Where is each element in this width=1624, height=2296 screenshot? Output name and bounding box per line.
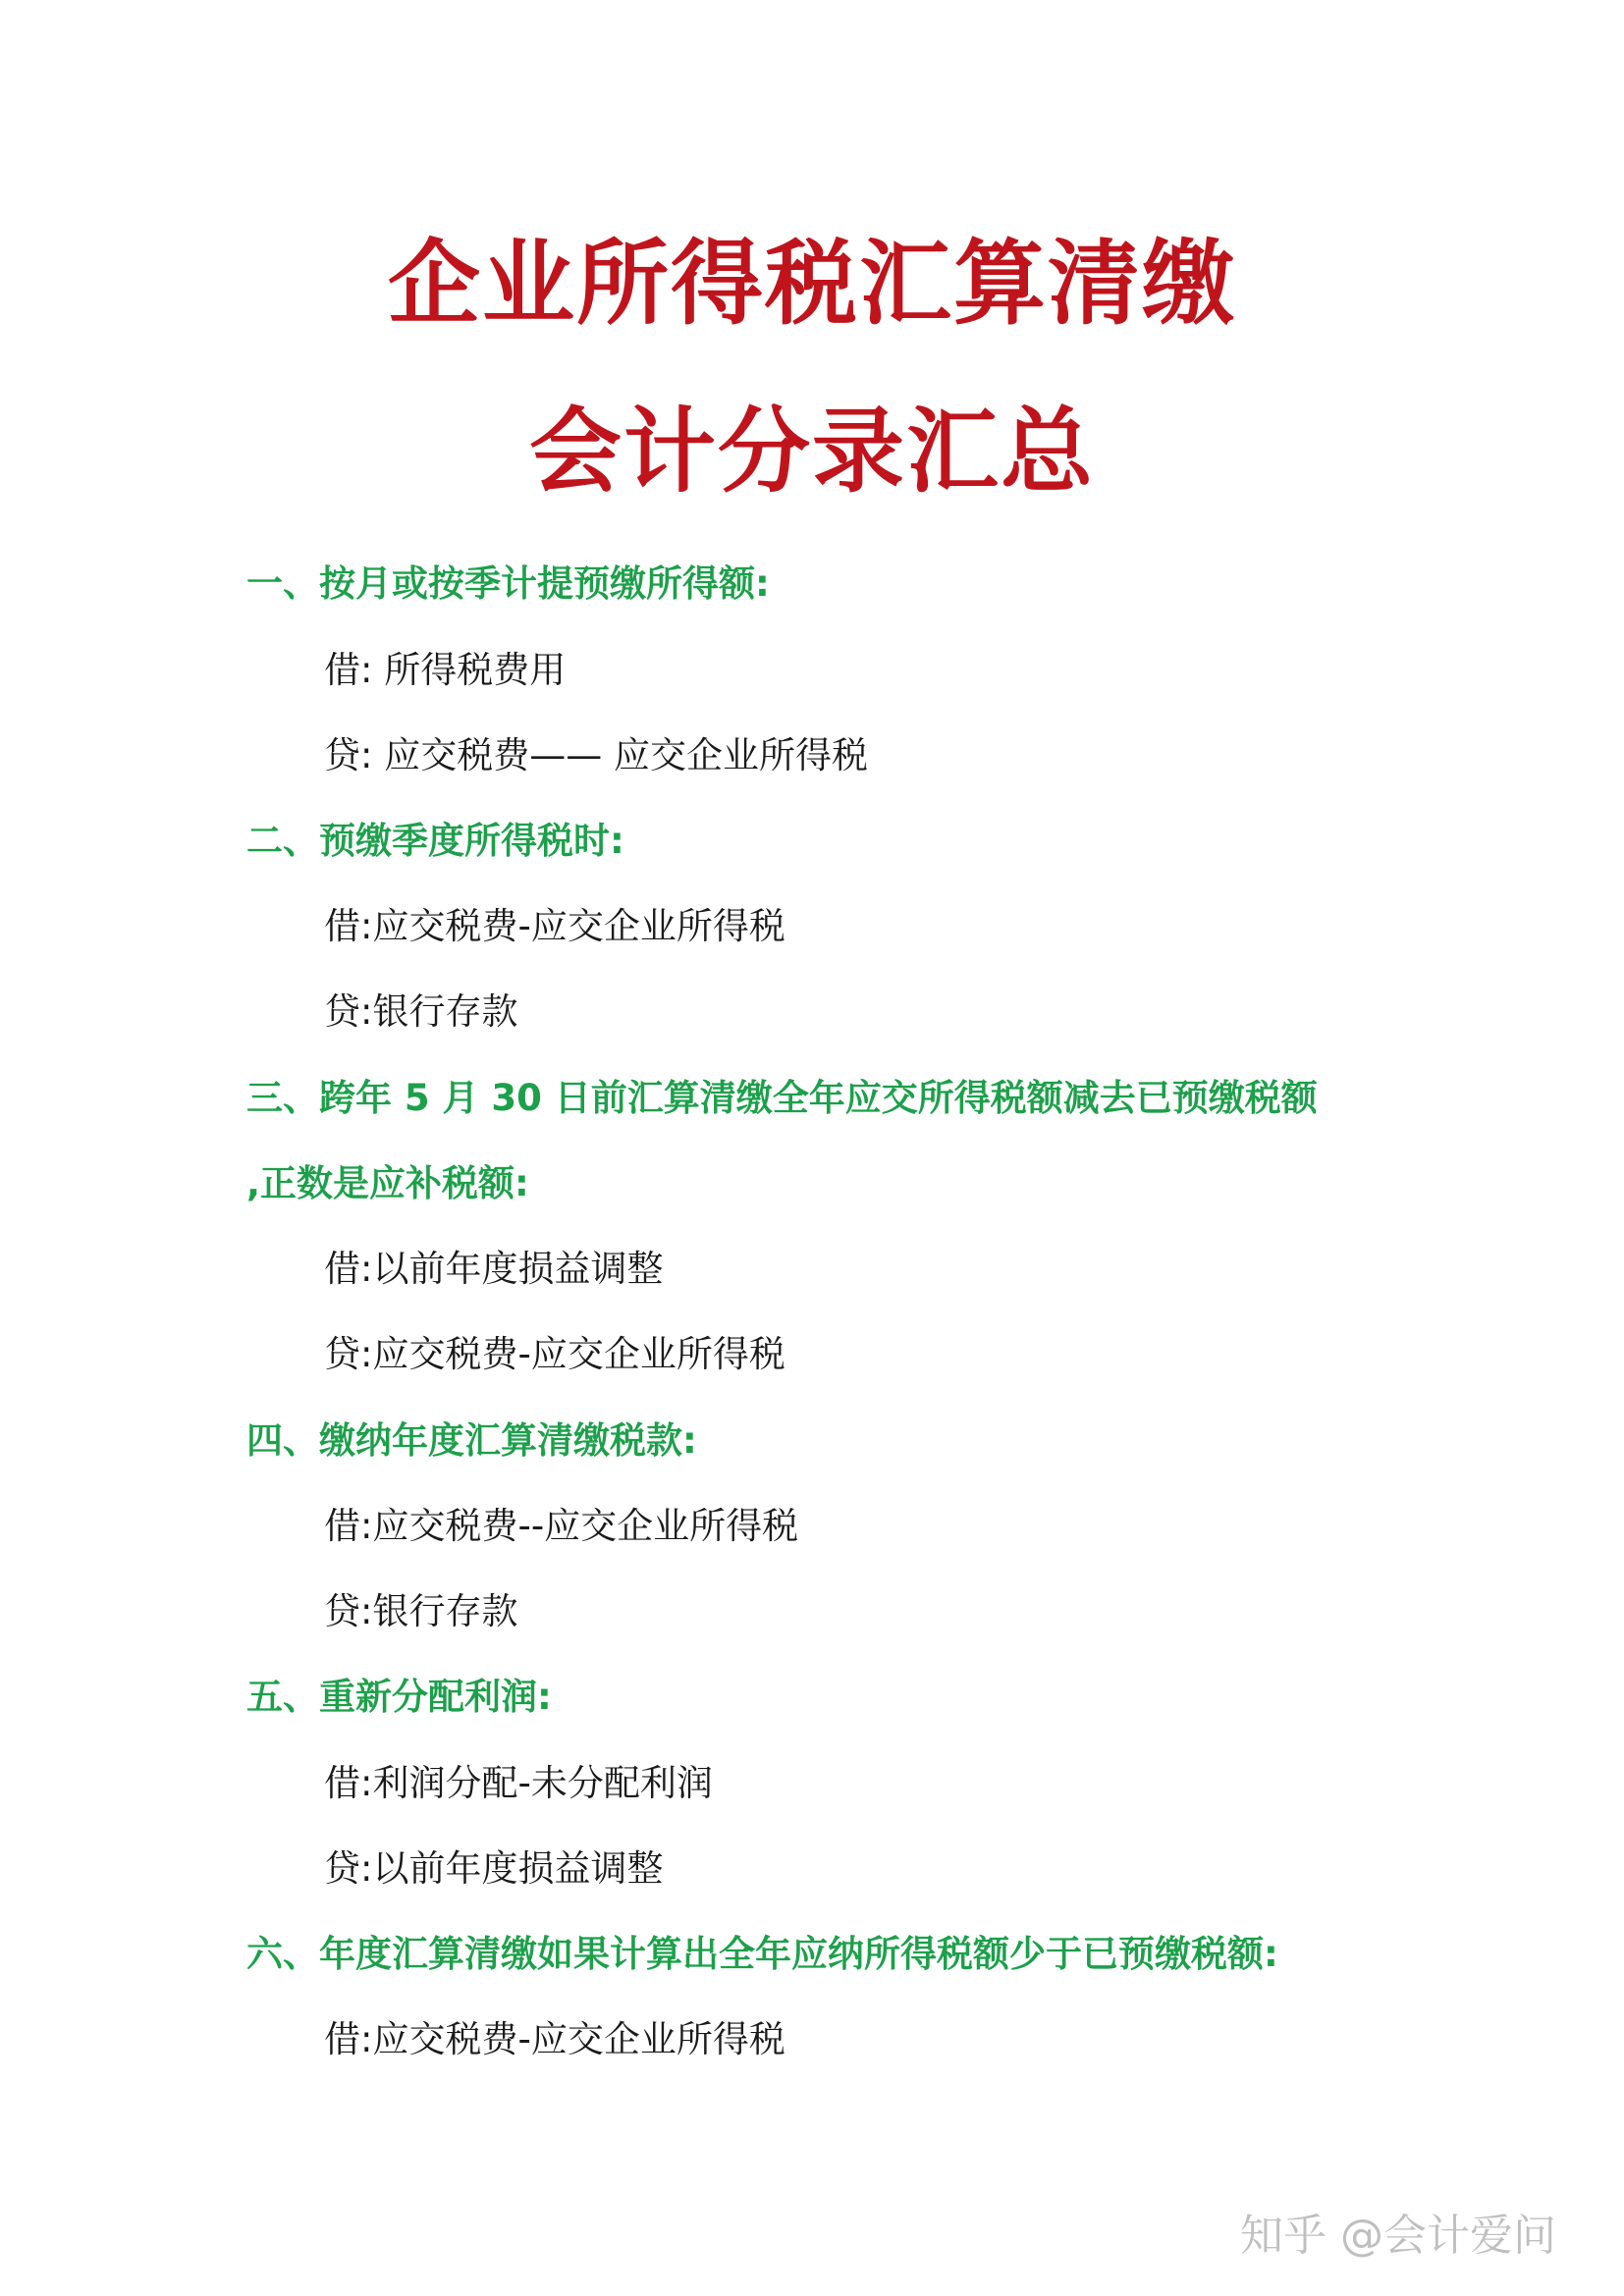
debit-entry: 借:应交税费-应交企业所得税 — [324, 2018, 785, 2060]
credit-entry: 贷:银行存款 — [324, 990, 518, 1033]
section-heading: 五、重新分配利润: — [246, 1676, 552, 1718]
debit-entry: 借:以前年度损益调整 — [324, 1248, 664, 1290]
credit-entry: 贷:以前年度损益调整 — [324, 1847, 664, 1890]
document-title-line-1: 企业所得税汇算清缴 — [387, 231, 1236, 338]
section-heading: 四、缴纳年度汇算清缴税款: — [246, 1419, 697, 1462]
section-heading: 一、按月或按季计提预缴所得额: — [246, 562, 770, 605]
source-watermark: 知乎 @会计爱问 — [1240, 2211, 1556, 2261]
credit-entry: 贷:应交税费-应交企业所得税 — [324, 1333, 785, 1375]
document-title-line-2: 会计分录汇总 — [528, 399, 1095, 506]
credit-entry: 贷: 应交税费—— 应交企业所得税 — [324, 734, 868, 776]
debit-entry: 借:应交税费--应交企业所得税 — [324, 1505, 799, 1547]
section-heading: 三、跨年 5 月 30 日前汇算清缴全年应交所得税额减去已预缴税额 — [246, 1077, 1318, 1119]
section-heading: 六、年度汇算清缴如果计算出全年应纳所得税额少于已预缴税额: — [246, 1933, 1278, 1975]
section-heading: 二、预缴季度所得税时: — [246, 820, 624, 862]
section-heading-continuation: ,正数是应补税额: — [246, 1162, 529, 1204]
debit-entry: 借:利润分配-未分配利润 — [324, 1762, 713, 1804]
credit-entry: 贷:银行存款 — [324, 1590, 518, 1632]
debit-entry: 借:应交税费-应交企业所得税 — [324, 905, 785, 947]
debit-entry: 借: 所得税费用 — [324, 649, 567, 691]
